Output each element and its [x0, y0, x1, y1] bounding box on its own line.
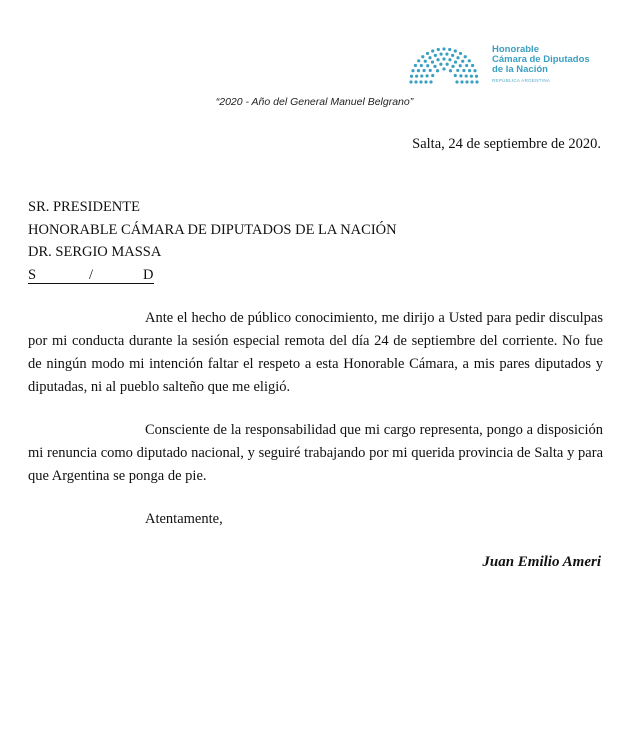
- chamber-logo: [406, 40, 602, 84]
- hemicycle-dot: [454, 74, 457, 77]
- hemicycle-dot: [417, 69, 420, 72]
- paragraph-apology-text: Ante el hecho de público conocimiento, me dirijo a Usted para pedir disculpas por mi conducta durante la sesión especial remota del día 24 de septiembre del corriente. No fue de ningún modo mi intención faltar el respeto a esta Honorable Cámara, a mis pares diputados y diputadas, ni al pueblo salteño que me eligió.: [28, 310, 603, 395]
- hemicycle-dot: [465, 74, 468, 77]
- hemicycle-dot: [448, 58, 451, 61]
- signature-name: Juan Emilio Ameri: [482, 554, 601, 570]
- hemicycle-dot: [437, 48, 440, 51]
- hemicycle-dot: [475, 80, 478, 83]
- paragraph-apology: [28, 307, 603, 399]
- year-motto: “2020 - Año del General Manuel Belgrano”: [215, 96, 414, 108]
- hemicycle-dot: [439, 53, 442, 56]
- hemicycle-dot: [454, 60, 457, 63]
- sd-d: D: [143, 266, 154, 283]
- hemicycle-dot: [429, 69, 432, 72]
- hemicycle-dot: [417, 59, 420, 62]
- hemicycle-dot: [434, 54, 437, 57]
- hemicycle-dot: [451, 54, 454, 57]
- hemicycle-dot: [433, 65, 436, 68]
- hemicycle-dot: [473, 69, 476, 72]
- logo-line-3: de la Nación: [492, 64, 548, 75]
- hemicycle-dot: [442, 57, 445, 60]
- recipient-name: DR. SERGIO MASSA: [28, 244, 162, 260]
- hemicycle-dot: [459, 64, 462, 67]
- hemicycle-dot: [468, 69, 471, 72]
- hemicycle-dot: [431, 74, 434, 77]
- logo-line-1: Honorable: [492, 44, 539, 55]
- sd-s: S: [28, 266, 37, 283]
- hemicycle-dot: [459, 74, 462, 77]
- hemicycle-dot: [436, 69, 439, 72]
- hemicycle-dot: [414, 64, 417, 67]
- hemicycle-dot: [446, 63, 449, 66]
- hemicycle-dot: [471, 64, 474, 67]
- hemicycle-dot: [470, 75, 473, 78]
- hemicycle-dot: [426, 52, 429, 55]
- hemicycle-dot: [442, 47, 445, 50]
- recipient-institution: HONORABLE CÁMARA DE DIPUTADOS DE LA NACIÓN: [28, 221, 397, 238]
- hemicycle-dot: [439, 63, 442, 66]
- hemicycle-dot: [462, 69, 465, 72]
- hemicycle-dot: [425, 74, 428, 77]
- recipient-block: [28, 196, 397, 291]
- closing-salutation: Atentamente,: [145, 511, 223, 527]
- logo-text: [492, 45, 590, 86]
- hemicycle-dot: [456, 69, 459, 72]
- sd-slash: /: [89, 266, 94, 283]
- hemicycle-dot: [445, 53, 448, 56]
- hemicycle-dot: [410, 75, 413, 78]
- hemicycle-dot: [459, 52, 462, 55]
- paragraph-resignation-text: Consciente de la responsabilidad que mi cargo representa, pongo a disposición mi renuncia como diputado nacional, y seguiré trabajando por mi querida provincia de Salta y para que Argentina se ponga de pie.: [28, 422, 603, 484]
- hemicycle-dot: [449, 69, 452, 72]
- hemicycle-dot: [422, 69, 425, 72]
- hemicycle-dot: [461, 60, 464, 63]
- logo-line-2: Cámara de Diputados: [492, 54, 590, 65]
- hemicycle-dot: [468, 59, 471, 62]
- hemicycle-dot: [451, 65, 454, 68]
- hemicycle-dot: [415, 75, 418, 78]
- hemicycle-dot: [460, 80, 463, 83]
- hemicycle-dot: [442, 67, 445, 70]
- hemicycle-dot: [429, 80, 432, 83]
- hemicycle-dot: [431, 60, 434, 63]
- hemicycle-dot: [424, 80, 427, 83]
- hemicycle-dot: [454, 49, 457, 52]
- hemicycle-dot: [465, 64, 468, 67]
- hemicycle-dot: [419, 80, 422, 83]
- su-despacho-line: [28, 264, 154, 284]
- hemicycle-dot: [464, 55, 467, 58]
- recipient-title: SR. PRESIDENTE: [28, 199, 140, 215]
- hemicycle-dot: [421, 55, 424, 58]
- hemicycle-dot: [420, 74, 423, 77]
- hemicycle-dot: [409, 80, 412, 83]
- hemicycle-dot: [414, 80, 417, 83]
- hemicycle-dot: [428, 56, 431, 59]
- logo-subtitle: REPÚBLICA ARGENTINA: [492, 78, 551, 83]
- hemicycle-icon: [406, 40, 486, 84]
- hemicycle-dot: [448, 48, 451, 51]
- hemicycle-dot: [465, 80, 468, 83]
- hemicycle-dot: [456, 56, 459, 59]
- hemicycle-dot: [411, 69, 414, 72]
- hemicycle-dot: [426, 64, 429, 67]
- hemicycle-dot: [436, 58, 439, 61]
- hemicycle-dot: [431, 49, 434, 52]
- hemicycle-dot: [470, 80, 473, 83]
- paragraph-resignation: [28, 419, 603, 488]
- hemicycle-dot: [420, 64, 423, 67]
- letter-date: Salta, 24 de septiembre de 2020.: [412, 136, 601, 152]
- hemicycle-dot: [475, 75, 478, 78]
- hemicycle-dot: [455, 80, 458, 83]
- hemicycle-dot: [424, 60, 427, 63]
